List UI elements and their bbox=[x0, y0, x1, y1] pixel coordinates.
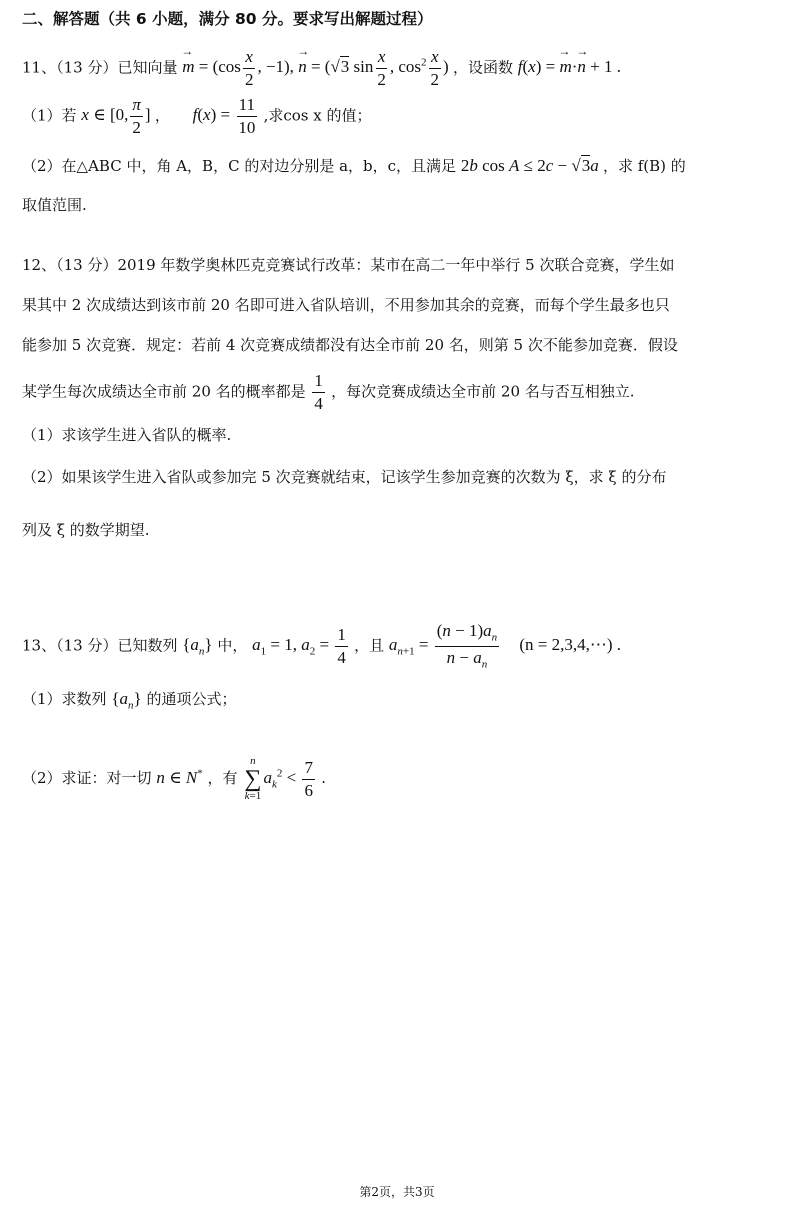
q11-part1-tail: ,求cos x 的值； bbox=[263, 106, 372, 125]
q13-part1-prefix: （1）求数列 bbox=[22, 690, 107, 708]
question-11-part-2 bbox=[22, 157, 686, 174]
question-11-part-2-cont: 取值范围. bbox=[22, 196, 87, 214]
q13-range: (n = 2,3,4,⋯) . bbox=[519, 635, 622, 655]
q12-line-2: 果其中 2 次成绩达到该市前 20 名即可进入省队培训，不用参加其余的竞赛，而每个学生最多也只 bbox=[22, 296, 670, 314]
q12-line-1: 12、（13 分）2019 年数学奥林匹克竞赛试行改革：某市在高二一年中举行 5 次联合竞赛，学生如 bbox=[22, 256, 675, 274]
q11-part1-condition: f(x) = $\frac{11}{10}$ bbox=[192, 95, 256, 137]
q11-part2-inequality: 2b cos A ≤ 2c − √3a bbox=[460, 156, 599, 175]
q13-part-1 bbox=[22, 690, 236, 711]
q13-initial-values: $a_1 = 1$, $a_2$ = $\frac{1}{4}$ bbox=[252, 625, 346, 667]
section-title: 二、解答题（共 6 小题，满分 80 分。要求写出解题过程） bbox=[22, 10, 433, 28]
q13-part2-mid: ，有 bbox=[207, 768, 238, 787]
q11-part2-text: （2）在△ABC 中，角 A，B，C 的对边分别是 a，b，c，且满足 bbox=[22, 157, 457, 175]
q13-mid2: ，且 bbox=[354, 636, 385, 655]
q13-part2-tail: . bbox=[321, 768, 326, 787]
q13-part2-inequality: n ∑ k=1 $a_k^2$ < $\frac{7}{6}$ bbox=[244, 755, 313, 802]
q12-line-4 bbox=[22, 372, 635, 413]
q11-part1-domain: x ∈ [0, $\frac{\pi}{2}$ ] bbox=[81, 95, 155, 137]
q11-tail: ，设函数 bbox=[452, 58, 513, 77]
q12-part-2: （2）如果该学生进入省队或参加完 5 次竞赛就结束，记该学生参加竞赛的次数为 ξ，求 ξ 的分布 bbox=[22, 468, 667, 486]
q13-sequence-symbol: $\{a_n\}$ bbox=[182, 635, 213, 658]
question-13-stem bbox=[22, 622, 621, 671]
q13-part-2 bbox=[22, 756, 326, 802]
q13-part2-prefix: （2）求证：对一切 bbox=[22, 768, 152, 787]
q11-function-formula: f(x) = → m·→ n + 1 . bbox=[518, 57, 621, 76]
page-footer: 第2页，共3页 bbox=[359, 1185, 435, 1199]
q12-line4-prefix: 某学生每次成绩达全市前 20 名的概率都是 bbox=[22, 382, 306, 401]
q12-line-3: 能参加 5 次竞赛．规定：若前 4 次竞赛成绩都没有达全市前 20 名，则第 5 次不能参加竞赛．假设 bbox=[22, 336, 678, 354]
q13-mid1: 中， bbox=[217, 636, 248, 655]
q11-part1-prefix: （1）若 bbox=[22, 106, 77, 125]
q13-part2-domain: n ∈ N* bbox=[156, 767, 203, 787]
q11-lead: 11、（13 分）已知向量 bbox=[22, 58, 178, 77]
q13-part1-tail: 的通项公式； bbox=[146, 690, 237, 708]
q11-part2-tail: ，求 f(B) 的 bbox=[602, 157, 686, 175]
q13-recurrence: $a_{n+1}$ = $\frac{(n - 1)a_n}{n - a_n}$ bbox=[388, 621, 498, 671]
q12-part-1: （1）求该学生进入省队的概率. bbox=[22, 426, 232, 444]
q12-probability-fraction: $\frac{1}{4}$ bbox=[314, 371, 323, 413]
question-11-stem bbox=[22, 48, 621, 89]
question-11-part-1 bbox=[22, 96, 371, 137]
q13-lead: 13、（13 分）已知数列 bbox=[22, 636, 178, 655]
q13-part1-sequence-symbol: $\{a_n\}$ bbox=[111, 689, 142, 712]
q11-part1-mid: ， bbox=[154, 106, 170, 125]
q12-line4-suffix: ，每次竞赛成绩达全市前 20 名与否互相独立. bbox=[331, 382, 635, 401]
q11-vectors-formula: → m = (cos $\frac{x}{2}$ , −1), → n = (√3 sin $\frac{x}{2}$ , $\cos^2$ $\frac{x}{2}$ ) bbox=[182, 57, 453, 76]
q12-part-2-cont: 列及 ξ 的数学期望. bbox=[22, 521, 150, 539]
